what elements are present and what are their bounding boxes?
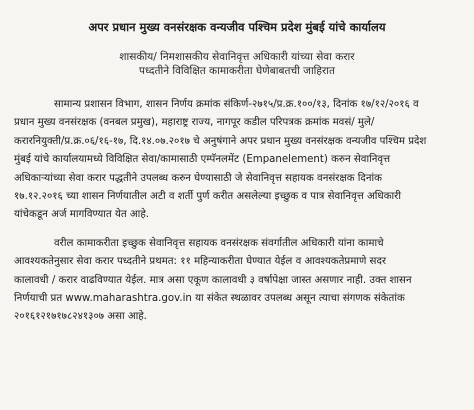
paragraph-2 <box>14 235 460 327</box>
paragraph-1 <box>14 96 460 225</box>
office-title: अपर प्रधान मुख्य वनसंरक्षक वन्यजीव पश्चिम प्रदेश मुंबई यांचे कार्यालय <box>88 20 386 34</box>
paragraph-line: १७.१२.२०१६ च्या शासन निर्णयातील अटी व शर्ती पुर्ण करीत असलेल्या इच्छुक व पात्र सेवानिवृत्त अधिकारी <box>14 191 401 203</box>
paragraph-line: वरील कामाकरीता इच्छुक सेवानिवृत्त सहायक वनसंरक्षक संवर्गातील अधिकारी यांना कामाचे <box>54 237 384 249</box>
paragraph-line: मुंबई यांचे कार्यालयामध्ये विविक्षित सेवा/कामासाठी एम्पॅनलमेंट (Empanelement) करुन सेवानिवृत्त <box>14 154 391 166</box>
advertisement-subject <box>14 50 460 78</box>
subject-line: पध्दतीने विविक्षित कामाकरीता घेणेबाबतची जाहिरात <box>139 65 335 77</box>
paragraph-line: करारनियुक्ती/प्र.क्र.०६/१६-१७, दि.१४.०७.२०१७ चे अनुषंगाने अपर प्रधान मुख्य वनसंरक्षक वन्यजीव पश्चिम प्रदेश <box>14 135 427 147</box>
paragraph-line: २०१६१२१७१७८२४१३०७ असा आहे. <box>14 311 147 323</box>
paragraph-line: आवश्यकतेनुसार सेवा करार पध्दतीने प्रथमत: ११ महिन्याकरीता घेण्यात येईल व आवश्यकतेप्रमाणे सदर <box>14 256 387 268</box>
subject-line: शासकीय/ निमशासकीय सेवानिवृत्त अधिकारी यांच्या सेवा करार <box>119 51 355 63</box>
paragraph-line: अधिकाऱ्यांच्या सेवा करार पद्धतीने उपलब्ध करुन घेण्यासाठी जे सेवानिवृत्त सहायक वनसंरक्षक दिनांक <box>14 172 382 184</box>
paragraph-line: प्रधान मुख्य वनसंरक्षक (वनबल प्रमुख), महाराष्ट्र राज्य, नागपूर कडील परिपत्रक क्रमांक मवसं/ मुले/ <box>14 117 375 129</box>
paragraph-line: कालावधी / करार वाढविण्यात येईल. मात्र असा एकूण कालावधी ३ वर्षापेक्षा जास्त असणार नाही. उक्त शासन <box>14 274 412 286</box>
paragraph-line: निर्णयाची प्रत www.maharashtra.gov.in या संकेत स्थळावर उपलब्ध असून त्याचा संगणक संकेतांक <box>14 293 405 305</box>
paragraph-line: सामान्य प्रशासन विभाग, शासन निर्णय क्रमांक संकिर्ण-२७१५/प्र.क्र.१००/१३, दिनांक १७/१२/२०१६ व <box>54 99 419 110</box>
paragraph-line: यांचेकडून अर्ज मागविण्यात येत आहे. <box>14 209 149 221</box>
